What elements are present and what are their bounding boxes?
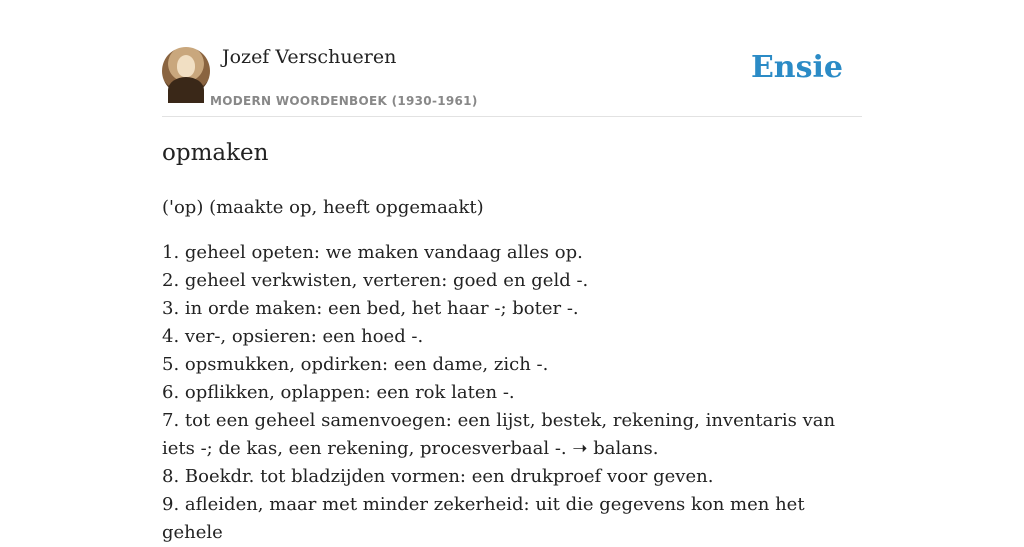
definition-text: 3. in orde maken: een bed, het haar -; boter -. [162,298,579,319]
entry-title: opmaken [162,140,269,166]
cross-reference-link-balans[interactable]: balans. [593,438,659,459]
definition-text: 1. geheel opeten: we maken vandaag alles op. [162,242,583,263]
definition-text: 2. geheel verkwisten, verteren: goed en geld -. [162,270,589,291]
definition-text: 6. opflikken, oplappen: een rok laten -. [162,382,515,403]
definition-list [162,239,862,547]
definition-item [162,267,862,295]
definition-item [162,491,862,547]
author-avatar[interactable] [162,47,210,95]
entry-page [162,0,862,543]
arrow-right-icon: ➝ [572,438,588,459]
definition-item [162,323,862,351]
avatar-head-shape [177,55,195,77]
ensie-logo-link[interactable]: Ensie [750,50,843,85]
definition-text: 8. Boekdr. tot bladzijden vormen: een drukproef voor geven. [162,466,714,487]
definition-item [162,379,862,407]
avatar-body-shape [168,77,204,103]
definition-text: 5. opsmukken, opdirken: een dame, zich -. [162,354,549,375]
definition-text: 7. tot een geheel samenvoegen: een lijst, bestek, rekening, inventaris van iets -; de kas, een rekening, procesverbaal -. [162,410,836,459]
source-label: MODERN WOORDENBOEK (1930-1961) [210,94,478,108]
definition-text: 9. afleiden, maar met minder zekerheid: uit die gegevens kon men het gehele [162,494,805,543]
page-header [162,0,862,117]
definition-item [162,407,862,463]
definition-item [162,295,862,323]
entry-grammar: ('op) (maakte op, heeft opgemaakt) [162,197,484,218]
definition-item [162,463,862,491]
definition-text: 4. ver-, opsieren: een hoed -. [162,326,424,347]
definition-item [162,239,862,267]
author-name-link[interactable]: Jozef Verschueren [222,46,397,68]
definition-item [162,351,862,379]
